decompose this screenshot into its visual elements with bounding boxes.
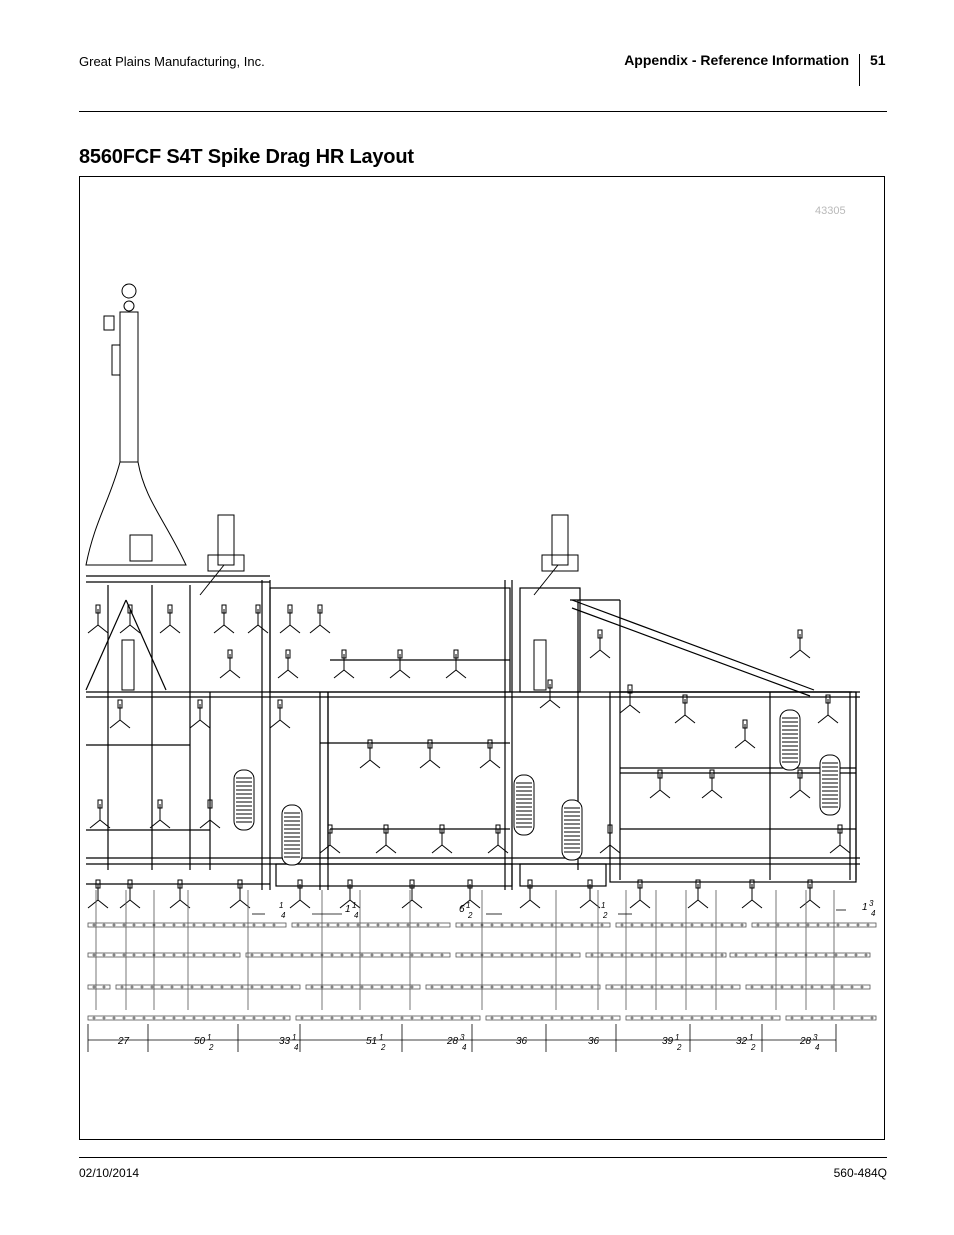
bottom-dimension [588,1036,600,1047]
bottom-dimension [279,1033,299,1052]
svg-text:3: 3 [813,1033,818,1042]
svg-text:39: 39 [662,1036,674,1047]
svg-text:1: 1 [207,1033,212,1042]
svg-text:28: 28 [800,1036,812,1047]
bottom-dimension [117,1036,130,1047]
svg-text:4: 4 [294,1043,299,1052]
svg-text:2: 2 [603,911,608,920]
top-dimension [459,901,473,920]
svg-text:4: 4 [354,911,359,920]
svg-text:1: 1 [466,901,471,910]
footer-date: 02/10/2014 [79,1166,140,1180]
top-dimensions [252,899,876,920]
svg-text:4: 4 [281,911,286,920]
svg-text:1: 1 [749,1033,754,1042]
bottom-dimensions [88,1024,836,1052]
svg-text:6: 6 [459,904,465,915]
bottom-dimension [736,1033,756,1052]
svg-text:1: 1 [675,1033,680,1042]
svg-text:1: 1 [279,901,284,910]
svg-text:50: 50 [194,1036,206,1047]
bottom-dimension [516,1036,528,1047]
svg-text:4: 4 [815,1043,820,1052]
svg-text:1: 1 [862,902,868,913]
svg-text:27: 27 [118,1036,130,1047]
section-title: Appendix - Reference Information [624,52,849,68]
svg-text:1: 1 [601,901,606,910]
bottom-dimension [446,1033,467,1052]
svg-text:33: 33 [279,1036,291,1047]
svg-text:3: 3 [460,1033,465,1042]
page-title: 8560FCF S4T Spike Drag HR Layout [79,146,414,168]
svg-text:32: 32 [736,1036,748,1047]
page-number: 51 [870,52,886,68]
bottom-dimension [366,1033,386,1052]
bottom-dimension [799,1033,820,1052]
top-dimension [601,901,608,920]
company-name: Great Plains Manufacturing, Inc. [79,54,265,69]
figure-number: 43305 [815,205,846,217]
spike-drag-bars [88,890,876,1020]
svg-text:36: 36 [516,1036,528,1047]
svg-text:36: 36 [588,1036,600,1047]
svg-text:1: 1 [345,904,351,915]
gauge-wheels [234,710,840,865]
svg-text:1: 1 [292,1033,297,1042]
svg-text:1: 1 [352,901,357,910]
svg-text:2: 2 [468,911,473,920]
hitch-tongue [86,284,578,690]
svg-text:4: 4 [871,909,876,918]
svg-text:2: 2 [751,1043,756,1052]
bottom-dimension [194,1033,214,1052]
svg-text:2: 2 [677,1043,682,1052]
svg-text:3: 3 [869,899,874,908]
top-dimension [345,901,359,920]
frame-structure [86,576,860,890]
svg-text:2: 2 [381,1043,386,1052]
svg-text:4: 4 [462,1043,467,1052]
shank-assemblies [88,605,850,908]
footer-rule [79,1157,887,1158]
footer-doc-number: 560-484Q [833,1166,887,1180]
svg-text:1: 1 [379,1033,384,1042]
top-dimension [862,899,876,918]
svg-text:28: 28 [447,1036,459,1047]
svg-text:51: 51 [366,1036,378,1047]
bottom-dimension [662,1033,682,1052]
top-dimension [279,901,286,920]
svg-text:2: 2 [209,1043,214,1052]
